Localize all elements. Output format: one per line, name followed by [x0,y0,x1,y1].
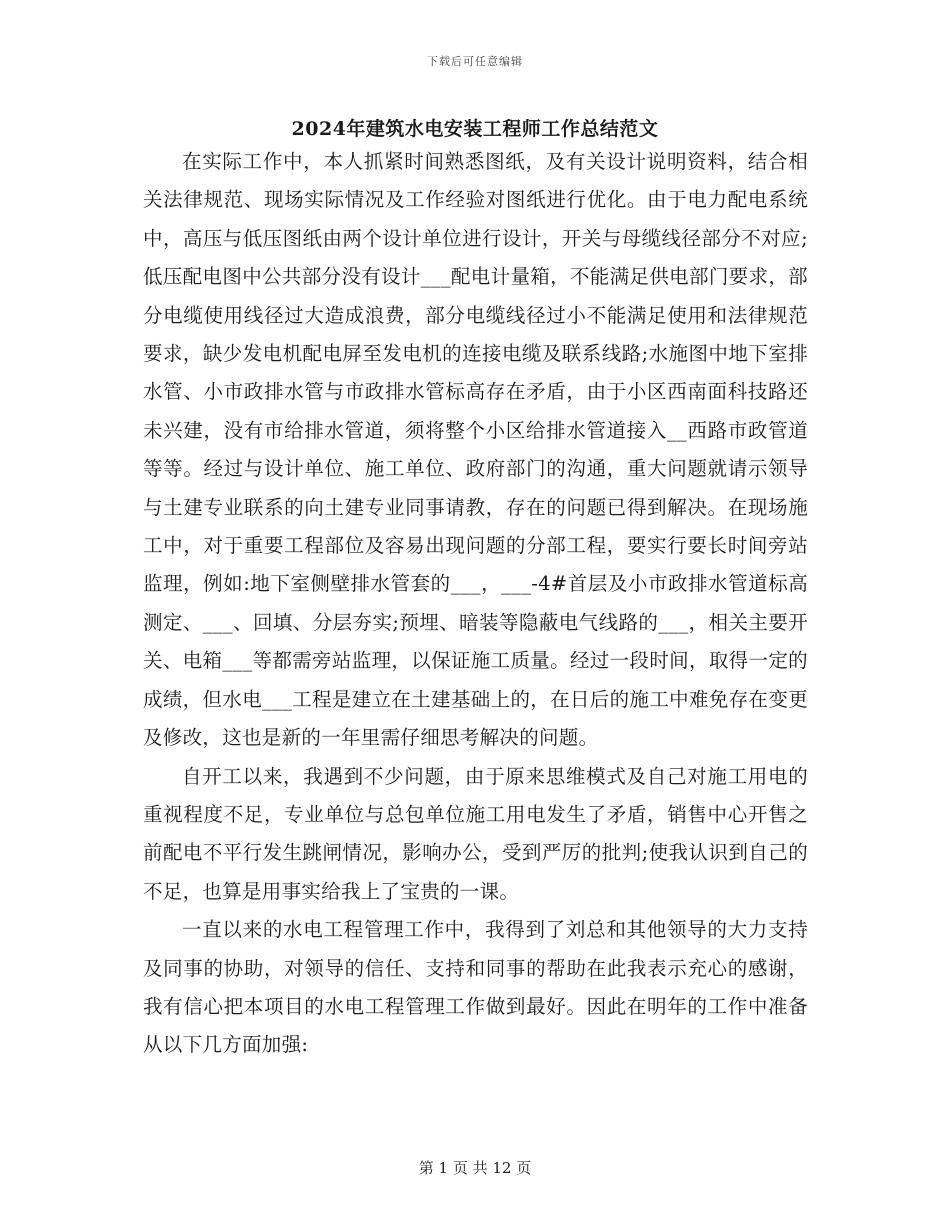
page-number-footer: 第 1 页 共 12 页 [418,1159,532,1177]
paragraph: 在实际工作中，本人抓紧时间熟悉图纸，及有关设计说明资料，结合相关法律规范、现场实际情况及工作经验对图纸进行优化。由于电力配电系统中，高压与低压图纸由两个设计单位进行设计，开关与母缆线径部分不对应;低压配电图中公共部分没有设计___配电计量箱，不能满足供电部门要求，部分电缆使用线径过大造成浪费，部分电缆线径过小不能满足使用和法律规范要求，缺少发电机配电屏至发电机的连接电缆及联系线路;水施图中地下室排水管、小市政排水管与市政排水管标高存在矛盾，由于小区西南面科技路还未兴建，没有市给排水管道，须将整个小区给排水管道接入__西路市政管道等等。经过与设计单位、施工单位、政府部门的沟通，重大问题就请示领导与土建专业联系的向土建专业同事请教，存在的问题已得到解决。在现场施工中，对于重要工程部位及容易出现问题的分部工程，要实行要长时间旁站监理，例如:地下室侧壁排水管套的___，___-4#首层及小市政排水管道标高测定、___、回填、分层夯实;预埋、暗装等隐蔽电气线路的___，相关主要开关、电箱___等都需旁站监理，以保证施工质量。经过一段时间，取得一定的成绩，但水电___工程是建立在土建基础上的，在日后的施工中难免存在变更及修改，这也是新的一年里需仔细思考解决的问题。 [143,150,808,750]
paragraph: 一直以来的水电工程管理工作中，我得到了刘总和其他领导的大力支持及同事的协助，对领导的信任、支持和同事的帮助在此我表示充心的感谢，我有信心把本项目的水电工程管理工作做到最好。因此在明年的工作中准备从以下几方面加强: [143,918,808,1057]
document-title: 2024年建筑水电安装工程师工作总结范文 [291,118,659,140]
paragraph: 自开工以来，我遇到不少问题，由于原来思维模式及自己对施工用电的重视程度不足，专业单位与总包单位施工用电发生了矛盾，销售中心开售之前配电不平行发生跳闸情况，影响办公，受到严厉的批判;使我认识到自己的不足，也算是用事实给我上了宝贵的一课。 [143,764,808,903]
header-note: 下载后可任意编辑 [427,55,523,68]
document-body [143,143,808,1065]
